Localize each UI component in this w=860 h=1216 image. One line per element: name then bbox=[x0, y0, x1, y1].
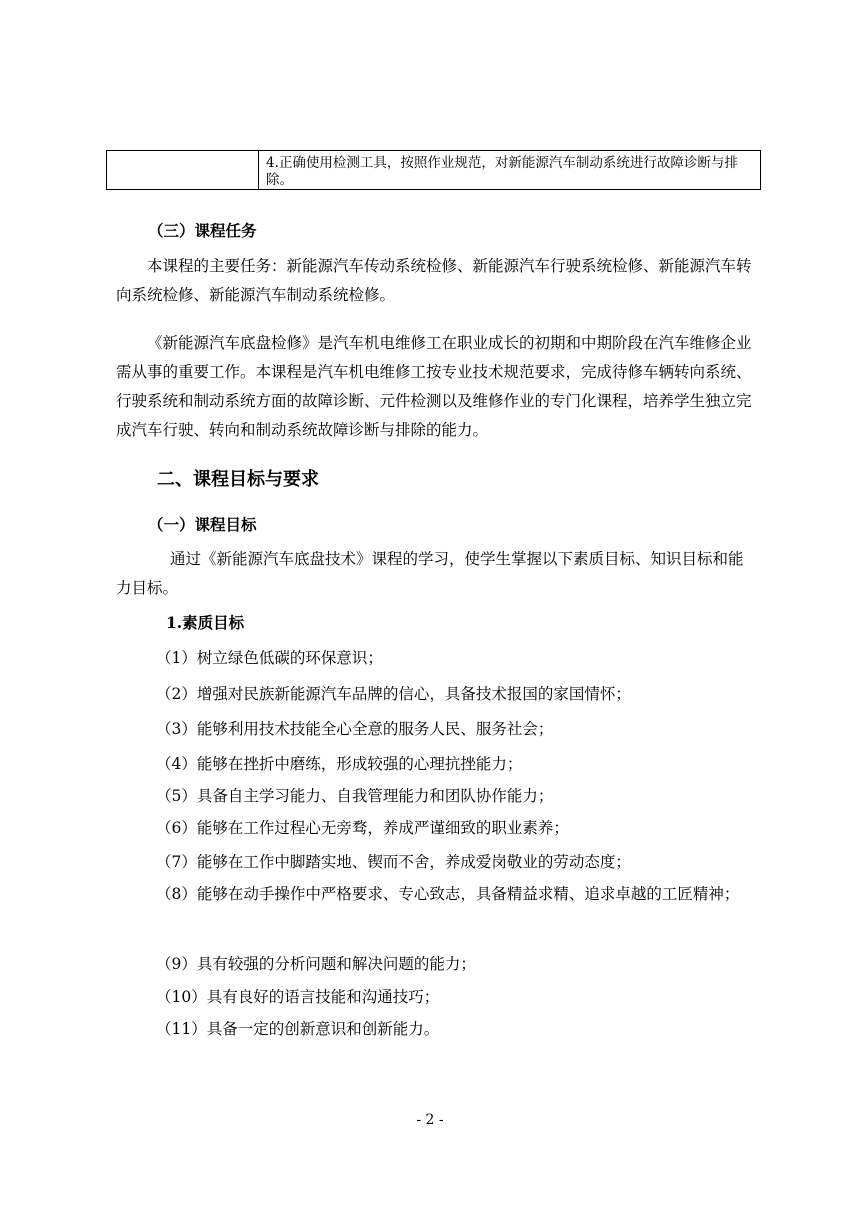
goal-item: （5）具备自主学习能力、自我管理能力和团队协作能力； bbox=[156, 787, 554, 805]
goal-item: （3）能够利用技术技能全心全意的服务人民、服务社会； bbox=[156, 720, 554, 738]
course-tasks-paragraph-2: 《新能源汽车底盘检修》是汽车机电维修工在职业成长的初期和中期阶段在汽车维修企业需从事的重要工作。本课程是汽车机电维修工按专业技术规范要求，完成待修车辆转向系统、行驶系统和制动系统方面的故障诊断、元件检测以及维修作业的专门化课程，培养学生独立完成汽车行驶、转向和制动系统故障诊断与排除的能力。 bbox=[116, 334, 752, 439]
goal-item: （1）树立绿色低碳的环保意识； bbox=[156, 649, 383, 667]
goal-item: （9）具有较强的分析问题和解决问题的能力； bbox=[156, 955, 476, 973]
objectives-table-row bbox=[106, 150, 761, 190]
goal-item: （4）能够在挫折中磨练，形成较强的心理抗挫能力； bbox=[156, 755, 523, 773]
goal-item: （6）能够在工作过程心无旁骛，养成严谨细致的职业素养； bbox=[156, 819, 569, 837]
goal-item: （7）能够在工作中脚踏实地、锲而不舍，养成爱岗敬业的劳动态度； bbox=[156, 853, 631, 871]
section-heading-course-tasks: （三）课程任务 bbox=[148, 221, 257, 240]
page-number: - 2 - bbox=[416, 1112, 444, 1128]
quality-goals-title: 1.素质目标 bbox=[166, 613, 245, 632]
course-tasks-paragraph-1: 本课程的主要任务：新能源汽车传动系统检修、新能源汽车行驶系统检修、新能源汽车转向系统检修、新能源汽车制动系统检修。 bbox=[116, 257, 752, 304]
goal-item: （2）增强对民族新能源汽车品牌的信心，具备技术报国的家国情怀； bbox=[156, 685, 631, 703]
table-cell-right: 4.正确使用检测工具，按照作业规范，对新能源汽车制动系统进行故障诊断与排除。 bbox=[266, 155, 738, 188]
goal-item: （11）具备一定的创新意识和创新能力。 bbox=[156, 1020, 440, 1038]
chapter-heading-goals: 二、课程目标与要求 bbox=[157, 469, 319, 490]
goal-item: （10）具有良好的语言技能和沟通技巧； bbox=[156, 988, 440, 1006]
table-cell-left bbox=[107, 151, 259, 189]
course-goals-intro: 通过《新能源汽车底盘技术》课程的学习，使学生掌握以下素质目标、知识目标和能力目标。 bbox=[116, 550, 744, 597]
goal-item: （8）能够在动手操作中严格要求、专心致志，具备精益求精、追求卓越的工匠精神； bbox=[156, 885, 740, 903]
section-heading-course-goals: （一）课程目标 bbox=[148, 515, 257, 534]
